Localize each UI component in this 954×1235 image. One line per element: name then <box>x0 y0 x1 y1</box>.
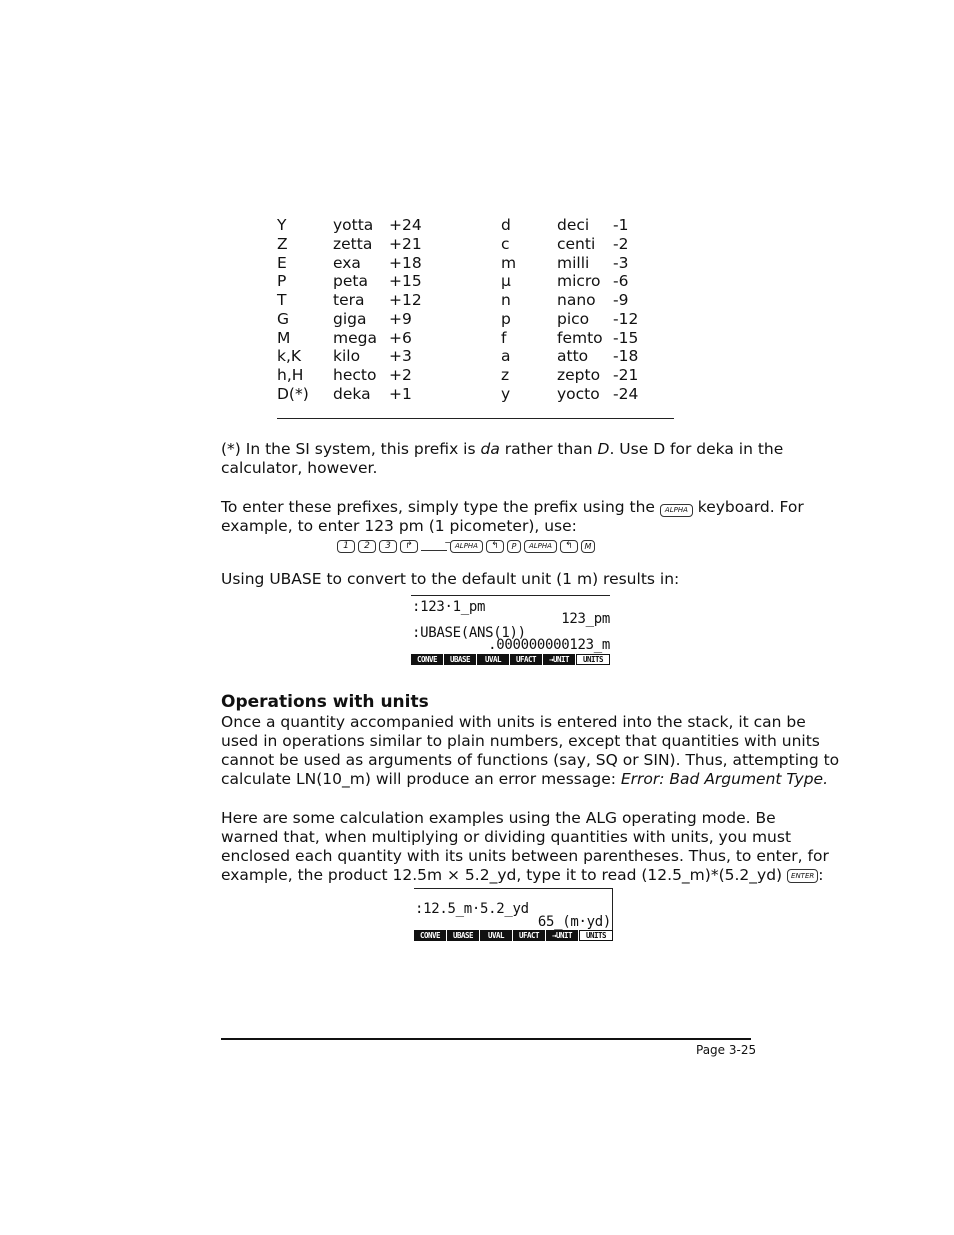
prefix-exponent: -1 <box>613 216 629 234</box>
prefix-exponent: +1 <box>389 384 412 403</box>
prefix-symbol: a <box>501 347 511 366</box>
prefix-symbol: µ <box>501 272 511 291</box>
softkey-menu <box>414 930 613 941</box>
alpha-key-icon: ALPHA <box>450 540 483 553</box>
paragraph-text: cannot be used as arguments of functions (say, SQ or SIN). Thus, attempting to <box>221 751 840 769</box>
prefix-exponent: -9 <box>613 291 629 309</box>
p-key-icon: P <box>507 540 521 553</box>
prefix-symbol: T <box>277 291 287 309</box>
table-row <box>277 216 677 235</box>
prefix-exponent: +18 <box>389 253 422 272</box>
softkey-units: UNITS <box>579 930 613 941</box>
right-shift-key-icon: ↱ <box>400 540 418 553</box>
prefix-exponent: +3 <box>389 347 412 366</box>
softkey-ufact: UFACT <box>510 654 542 665</box>
prefix-symbol: p <box>501 309 511 328</box>
prefix-exponent: -15 <box>613 328 639 347</box>
prefix-name: atto <box>557 347 589 366</box>
enter-prefix-paragraph <box>221 498 804 536</box>
softkey-units: UNITS <box>576 654 610 665</box>
paragraph-text: enclosed each quantity with its units between parentheses. Thus, to enter, for <box>221 847 829 865</box>
section-heading: Operations with units <box>221 692 429 712</box>
examples-paragraph <box>221 809 829 885</box>
prefix-name: zetta <box>333 234 373 253</box>
screen-border <box>411 595 610 596</box>
prefix-symbol: Z <box>277 234 288 253</box>
prefix-symbol: c <box>501 234 510 253</box>
prefix-exponent: -2 <box>613 234 629 253</box>
prefix-exponent: -21 <box>613 366 639 384</box>
prefix-symbol: G <box>277 309 290 328</box>
prefix-exponent: +21 <box>389 234 422 253</box>
enter-key-icon: ENTER <box>787 869 818 883</box>
screen-line: .000000000123_m <box>488 637 610 653</box>
note-text: . Use D for deka in the <box>609 440 784 458</box>
alpha-key-icon: ALPHA <box>660 504 693 517</box>
softkey-uval: UVAL <box>480 930 512 941</box>
screen-line: 65_(m·yd) <box>537 914 611 930</box>
footer-rule <box>221 1038 751 1040</box>
prefix-name: zepto <box>557 366 601 384</box>
prefix-name: kilo <box>333 347 361 366</box>
note-text: calculator, however. <box>221 459 378 477</box>
screen-line: :123·1_pm <box>412 599 486 615</box>
softkey-uval: UVAL <box>477 654 509 665</box>
prefix-symbol: d <box>501 216 511 234</box>
paragraph-text: To enter these prefixes, simply type the prefix using the <box>221 498 660 516</box>
prefix-name: centi <box>557 234 596 253</box>
softkey-ubase: UBASE <box>447 930 479 941</box>
screen-line: :UBASE(ANS(1)) <box>412 625 526 641</box>
table-row <box>277 366 677 385</box>
prefix-name: deci <box>557 216 590 234</box>
prefix-exponent: -24 <box>613 384 639 403</box>
screen-right-border <box>612 888 613 930</box>
prefix-exponent: +12 <box>389 291 422 309</box>
prefix-exponent: -12 <box>613 309 639 328</box>
prefix-name: yocto <box>557 384 600 403</box>
softkey-conve: CONVE <box>414 930 446 941</box>
note-d: D <box>597 440 610 458</box>
key-2-icon: 2 <box>358 540 376 553</box>
softkey-to-unit: →UNIT <box>546 930 578 941</box>
paragraph-text: : <box>818 866 824 884</box>
table-row <box>277 329 677 348</box>
screen-line: 123_pm <box>561 611 610 627</box>
calculator-screen-product <box>414 888 613 942</box>
prefix-name: femto <box>557 328 603 347</box>
note-text: rather than <box>499 440 598 458</box>
alpha-key-icon: ALPHA <box>524 540 557 553</box>
prefix-exponent: -18 <box>613 347 639 366</box>
prefix-symbol: h,H <box>277 366 304 384</box>
paragraph-text: used in operations similar to plain numbers, except that quantities with units <box>221 732 820 750</box>
prefix-name: yotta <box>333 216 374 234</box>
table-row <box>277 254 677 273</box>
softkey-menu <box>411 654 610 665</box>
table-row <box>277 235 677 254</box>
paragraph-text: example, to enter 123 pm (1 picometer), use: <box>221 517 577 535</box>
prefix-name: mega <box>333 328 377 347</box>
note-da: da <box>480 440 500 458</box>
paragraph-text: calculate LN(10_m) will produce an error message: <box>221 770 621 788</box>
table-row <box>277 347 677 366</box>
prefix-exponent: -6 <box>613 272 629 291</box>
softkey-ubase: UBASE <box>444 654 476 665</box>
paragraph-text: keyboard. For <box>692 498 804 516</box>
paragraph-text: warned that, when multiplying or dividing quantities with units, you must <box>221 828 792 846</box>
prefix-symbol: D(*) <box>277 384 309 403</box>
table-row <box>277 385 677 404</box>
softkey-conve: CONVE <box>411 654 443 665</box>
prefix-exponent: +24 <box>389 216 422 234</box>
table-row <box>277 291 677 310</box>
error-message-text: Error: Bad Argument Type. <box>620 770 829 788</box>
key-1-icon: 1 <box>337 540 355 553</box>
prefix-symbol: n <box>501 291 511 309</box>
m-key-icon: M <box>581 540 595 553</box>
table-row <box>277 272 677 291</box>
paragraph-text: example, the product 12.5m × 5.2_yd, type it to read (12.5_m)*(5.2_yd) <box>221 866 788 884</box>
left-shift-key-icon: ↰ <box>560 540 578 553</box>
softkey-ufact: UFACT <box>513 930 545 941</box>
prefix-exponent: +15 <box>389 272 422 291</box>
prefix-symbol: z <box>501 366 510 384</box>
prefix-symbol: m <box>501 253 517 272</box>
note-text: (*) In the SI system, this prefix is <box>221 440 481 458</box>
prefix-symbol: E <box>277 253 287 272</box>
prefix-name: peta <box>333 272 368 291</box>
paragraph-text: Using UBASE to convert to the default unit (1 m) results in: <box>221 570 680 588</box>
calculator-screen-ubase <box>411 595 610 665</box>
prefix-name: exa <box>333 253 361 272</box>
prefix-name: giga <box>333 309 367 328</box>
paragraph-text: Once a quantity accompanied with units is entered into the stack, it can be <box>221 713 806 731</box>
screen-line: :12.5_m·5.2_yd <box>415 901 529 917</box>
operations-paragraph <box>221 713 840 789</box>
prefix-name: tera <box>333 291 365 309</box>
prefix-name: nano <box>557 291 596 309</box>
left-shift-key-icon: ↰ <box>486 540 504 553</box>
prefix-symbol: f <box>501 328 507 347</box>
prefix-exponent: +6 <box>389 328 412 347</box>
ubase-paragraph <box>221 570 761 589</box>
paragraph-text: Here are some calculation examples using the ALG operating mode. Be <box>221 809 776 827</box>
prefix-symbol: P <box>277 272 287 291</box>
si-note <box>221 440 784 478</box>
prefix-symbol: Y <box>277 216 287 234</box>
keystroke-sequence <box>337 539 595 554</box>
screen-border <box>414 888 613 889</box>
prefix-exponent: +9 <box>389 309 412 328</box>
prefix-symbol: y <box>501 384 511 403</box>
prefix-exponent: -3 <box>613 253 629 272</box>
prefix-symbol: k,K <box>277 347 302 366</box>
key-3-icon: 3 <box>379 540 397 553</box>
prefix-name: milli <box>557 253 590 272</box>
prefix-symbol: M <box>277 328 291 347</box>
prefix-name: deka <box>333 384 371 403</box>
underscore-key-icon <box>421 542 447 551</box>
prefix-exponent: +2 <box>389 366 412 384</box>
prefix-name: pico <box>557 309 590 328</box>
prefix-name: micro <box>557 272 601 291</box>
softkey-to-unit: →UNIT <box>543 654 575 665</box>
page-number: Page 3-25 <box>696 1043 757 1057</box>
prefix-name: hecto <box>333 366 377 384</box>
table-row <box>277 310 677 329</box>
table-bottom-rule <box>277 418 674 419</box>
